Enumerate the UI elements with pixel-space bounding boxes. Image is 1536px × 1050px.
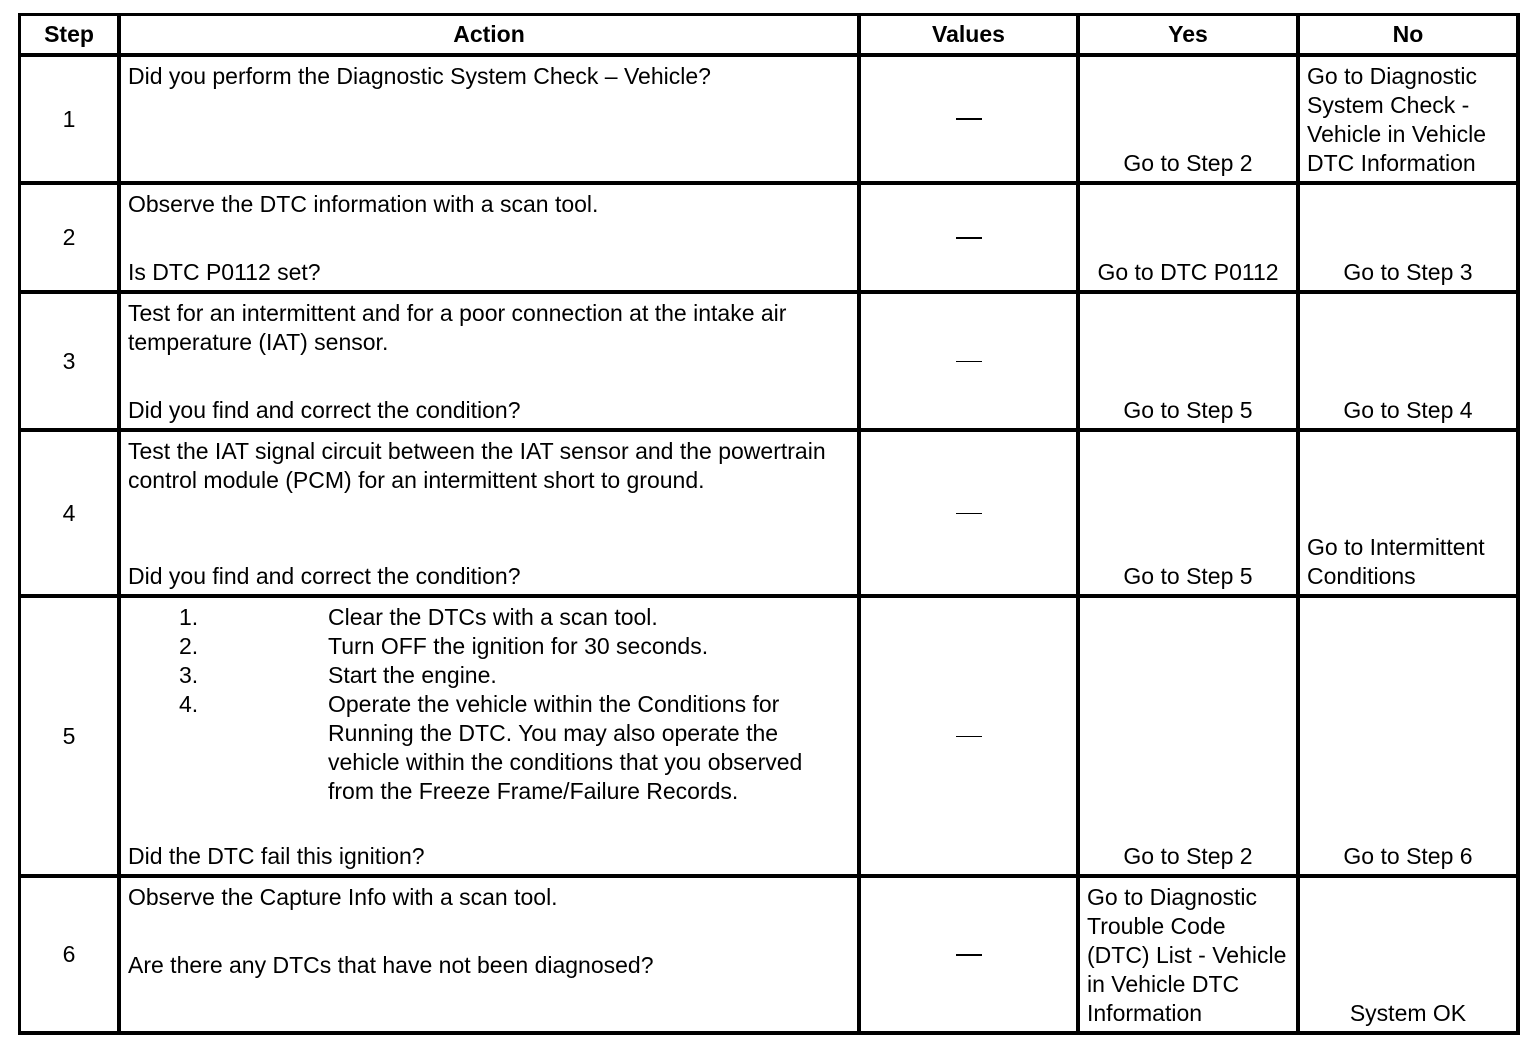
list-item — [121, 632, 851, 661]
value-dash — [956, 361, 982, 362]
no-text: Go to Diagnostic System Check - Vehicle in Vehicle DTC Information — [1307, 63, 1487, 176]
header-yes: Yes — [1080, 16, 1296, 53]
action-question: Is DTC P0112 set? — [128, 259, 321, 285]
step-number: 4 — [21, 432, 117, 594]
yes-text: Go to Diagnostic Trouble Code (DTC) List - Vehicle in Vehicle DTC Information — [1087, 884, 1287, 1026]
step-number: 5 — [21, 598, 117, 874]
diagnostic-table — [18, 13, 1520, 1035]
no-text: Go to Step 4 — [1343, 397, 1473, 423]
no-cell — [1300, 57, 1516, 181]
step-number: 2 — [21, 185, 117, 290]
list-number: 4. — [179, 691, 199, 717]
header-action: Action — [121, 16, 857, 53]
values-cell — [861, 57, 1076, 181]
step-number: 1 — [21, 57, 117, 181]
value-dash — [956, 237, 982, 239]
step-number: 6 — [21, 878, 117, 1031]
list-item — [121, 661, 851, 690]
action-cell — [121, 57, 857, 181]
values-cell — [861, 598, 1076, 874]
action-cell — [121, 185, 857, 290]
yes-cell — [1080, 432, 1296, 594]
yes-cell — [1080, 185, 1296, 290]
yes-cell — [1080, 294, 1296, 428]
yes-text: Go to Step 2 — [1123, 843, 1253, 869]
yes-cell — [1080, 57, 1296, 181]
action-text: Test the IAT signal circuit between the IAT sensor and the powertrain control module (PCM) for an intermittent short to ground. — [128, 438, 826, 493]
yes-cell — [1080, 598, 1296, 874]
action-cell — [121, 432, 857, 594]
value-dash — [956, 118, 982, 120]
value-dash — [956, 513, 982, 514]
no-text: Go to Step 3 — [1343, 259, 1473, 285]
list-text: Turn OFF the ignition for 30 seconds. — [328, 633, 709, 659]
yes-text: Go to DTC P0112 — [1097, 259, 1279, 285]
values-cell — [861, 185, 1076, 290]
yes-cell — [1080, 878, 1296, 1031]
step-number: 3 — [21, 294, 117, 428]
no-cell — [1300, 185, 1516, 290]
header-values: Values — [861, 16, 1076, 53]
list-number: 2. — [179, 633, 199, 659]
header-no: No — [1300, 16, 1516, 53]
yes-text: Go to Step 5 — [1123, 397, 1253, 423]
no-text: Go to Step 6 — [1343, 843, 1473, 869]
values-cell — [861, 878, 1076, 1031]
no-cell — [1300, 294, 1516, 428]
action-cell — [121, 598, 857, 874]
yes-text: Go to Step 5 — [1123, 563, 1253, 589]
action-text: Did you perform the Diagnostic System Check – Vehicle? — [128, 63, 711, 89]
list-number: 3. — [179, 662, 199, 688]
yes-text: Go to Step 2 — [1123, 150, 1253, 176]
list-text: Clear the DTCs with a scan tool. — [328, 604, 658, 630]
action-step-list — [121, 603, 851, 806]
action-cell — [121, 878, 857, 1031]
no-cell — [1300, 598, 1516, 874]
values-cell — [861, 294, 1076, 428]
list-item — [121, 690, 851, 806]
action-text: Observe the Capture Info with a scan tool. — [128, 884, 558, 910]
list-number: 1. — [179, 604, 199, 630]
list-text: Start the engine. — [328, 662, 497, 688]
action-question: Did the DTC fail this ignition? — [128, 843, 425, 869]
no-text: System OK — [1349, 1000, 1467, 1026]
action-question: Did you find and correct the condition? — [128, 397, 521, 423]
action-text: Observe the DTC information with a scan tool. — [128, 191, 599, 217]
no-cell — [1300, 878, 1516, 1031]
value-dash — [956, 736, 982, 737]
action-question: Did you find and correct the condition? — [128, 563, 521, 589]
header-step: Step — [21, 16, 117, 53]
values-cell — [861, 432, 1076, 594]
action-cell — [121, 294, 857, 428]
list-text: Operate the vehicle within the Conditions for Running the DTC. You may also operate the vehicle within the conditions that you observed from the Freeze Frame/Failure Records. — [328, 691, 803, 804]
action-question: Are there any DTCs that have not been diagnosed? — [128, 952, 654, 978]
value-dash — [956, 954, 982, 956]
list-item — [121, 603, 851, 632]
no-text: Go to Intermittent Conditions — [1307, 534, 1485, 589]
no-cell — [1300, 432, 1516, 594]
action-text: Test for an intermittent and for a poor connection at the intake air temperature (IAT) sensor. — [128, 300, 787, 355]
